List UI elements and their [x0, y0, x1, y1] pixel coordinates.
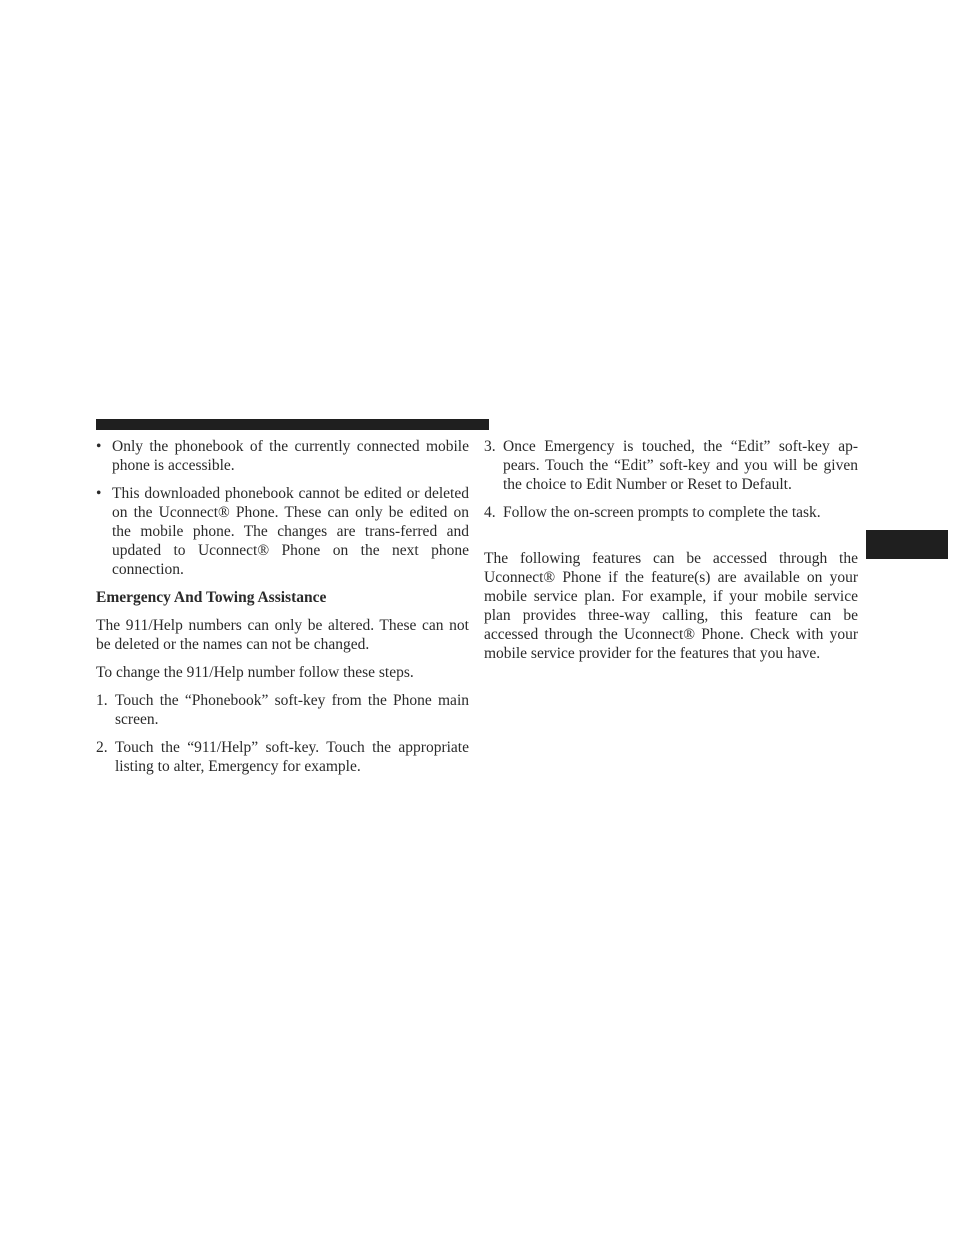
- numbered-step: [96, 691, 469, 729]
- step-text: Follow the on-screen prompts to complete the task.: [503, 504, 821, 521]
- paragraph: The following features can be accessed through the Uconnect® Phone if the feature(s) are available on your mobile service plan. For example, if your mobile service plan provides three-way calling, this feature can be accessed through the Uconnect® Phone. Check with your mobile service provider for the features that you have.: [484, 550, 858, 662]
- paragraph: The 911/Help numbers can only be altered. These can not be deleted or the names can not be changed.: [96, 617, 469, 653]
- section-heading: Emergency And Towing Assistance: [96, 589, 327, 606]
- numbered-step: [484, 503, 858, 522]
- bullet-text: Only the phonebook of the currently connected mobile phone is accessible.: [112, 438, 469, 474]
- bullet-icon: •: [96, 485, 102, 502]
- bullet-text: This downloaded phonebook cannot be edited or deleted on the Uconnect® Phone. These can only be edited on the mobile phone. The changes are trans-ferred and updated to Uconnect® Phone on the next phone connection.: [112, 485, 469, 578]
- bullet-icon: •: [96, 438, 102, 455]
- step-number: 3.: [484, 438, 496, 455]
- step-number: 1.: [96, 692, 108, 709]
- paragraph: To change the 911/Help number follow these steps.: [96, 664, 414, 681]
- numbered-step: [96, 738, 469, 776]
- section-header-bar: [96, 419, 489, 430]
- right-column: [484, 437, 858, 672]
- bullet-item: [96, 484, 469, 579]
- step-text: Once Emergency is touched, the “Edit” soft-key ap-pears. Touch the “Edit” soft-key and you will be given the choice to Edit Number or Reset to Default.: [503, 438, 858, 493]
- bullet-item: [96, 437, 469, 475]
- step-number: 4.: [484, 504, 496, 521]
- numbered-step: [484, 437, 858, 494]
- step-text: Touch the “911/Help” soft-key. Touch the appropriate listing to alter, Emergency for example.: [115, 739, 469, 775]
- step-text: Touch the “Phonebook” soft-key from the Phone main screen.: [115, 692, 469, 728]
- left-column: [96, 437, 469, 785]
- step-number: 2.: [96, 739, 108, 756]
- chapter-tab: [866, 530, 948, 559]
